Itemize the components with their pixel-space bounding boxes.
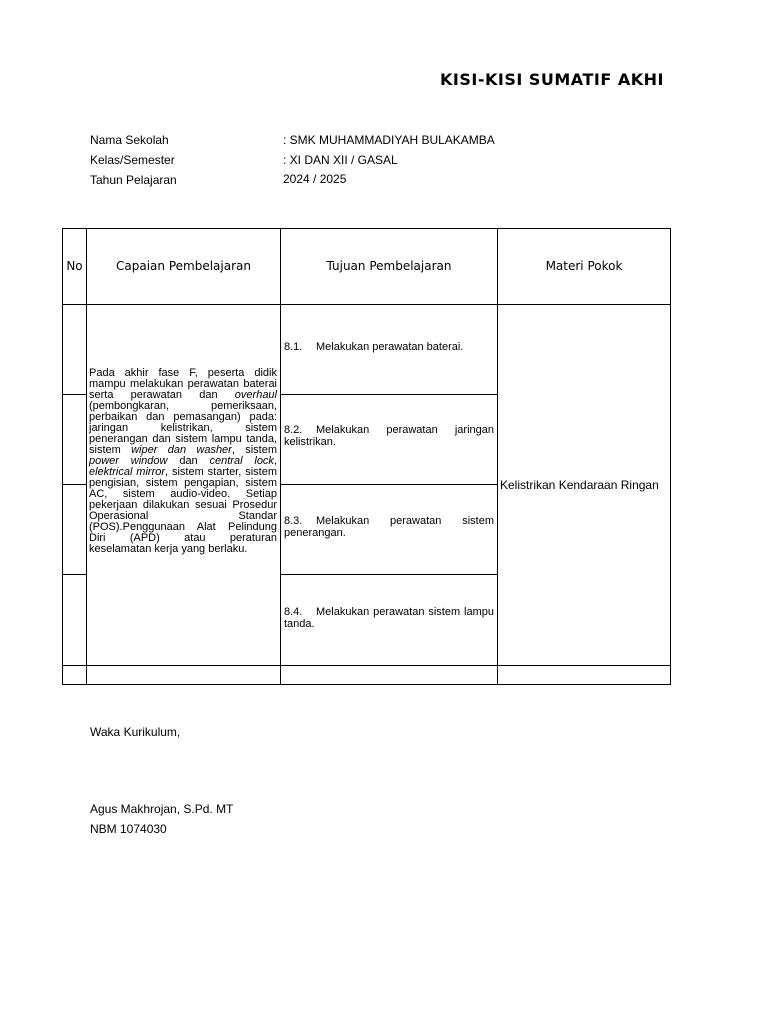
kisi-kisi-table xyxy=(62,228,671,685)
capaian-text-part: dan xyxy=(167,455,210,467)
document-title: KISI-KISI SUMATIF AKHI xyxy=(440,70,664,89)
tujuan-description: Melakukan perawatan jaringan kelistrikan. xyxy=(284,424,494,448)
header-cell-materi xyxy=(497,228,671,305)
tujuan-number: 8.4. xyxy=(284,606,303,618)
info-label-class: Kelas/Semester xyxy=(90,153,175,167)
capaian-text-italic: elektrical mirror xyxy=(89,466,166,478)
info-value-school: : SMK MUHAMMADIYAH BULAKAMBA xyxy=(283,133,495,147)
signature-nbm: NBM 1074030 xyxy=(90,822,167,836)
capaian-text-italic: wiper dan washer xyxy=(131,444,232,456)
capaian-text-part: (pembongkaran, pemeriksaan, perbaikan dan pemasangan) pada: jaringan kelistrikan, sistem penerangan dan sistem lampu tanda, sistem xyxy=(89,400,277,456)
info-label-school: Nama Sekolah xyxy=(90,133,169,147)
signature-name: Agus Makhrojan, S.Pd. MT xyxy=(90,802,234,816)
tujuan-description: Melakukan perawatan sistem penerangan. xyxy=(284,515,494,539)
tujuan-text-2 xyxy=(284,425,494,448)
header-cell-tujuan xyxy=(280,228,498,305)
empty-row-tujuan xyxy=(280,665,498,685)
capaian-text-part: Pada akhir fase F, peserta didik mampu melakukan perawatan baterai serta perawatan dan xyxy=(89,367,277,401)
capaian-text xyxy=(89,368,277,555)
empty-row-capaian xyxy=(86,665,281,685)
no-cell-3 xyxy=(62,484,87,575)
no-cell-2 xyxy=(62,394,87,485)
empty-row-no xyxy=(62,665,87,685)
tujuan-number: 8.1. xyxy=(284,341,303,353)
header-cell-no xyxy=(62,228,87,305)
tujuan-text-3 xyxy=(284,516,494,539)
no-cell-1 xyxy=(62,304,87,395)
tujuan-description: Melakukan perawatan sistem lampu tanda. xyxy=(284,606,494,630)
capaian-text-italic: central lock xyxy=(209,455,274,467)
capaian-text-part: , xyxy=(273,455,277,467)
header-capaian: Capaian Pembelajaran xyxy=(116,259,251,273)
tujuan-text-1 xyxy=(284,342,494,354)
header-cell-capaian xyxy=(86,228,281,305)
info-label-year: Tahun Pelajaran xyxy=(90,173,177,187)
empty-row-materi xyxy=(497,665,671,685)
materi-text: Kelistrikan Kendaraan Ringan xyxy=(500,478,659,492)
header-no: No xyxy=(66,259,83,273)
capaian-text-part: , sistem starter, sistem pengisian, sistem pengapian, sistem AC, sistem audio-video. Setiap pekerjaan dilakukan sesuai Prosedur Operasional Standar (POS).Penggunaan Alat Pelindung Diri (APD) atau peraturan keselamatan kerja yang berlaku. xyxy=(89,466,277,555)
capaian-text-italic: power window xyxy=(89,455,168,467)
tujuan-text-4 xyxy=(284,607,494,630)
info-value-class: : XI DAN XII / GASAL xyxy=(283,153,398,167)
no-cell-4 xyxy=(62,574,87,666)
info-value-year: 2024 / 2025 xyxy=(283,172,347,186)
signature-role: Waka Kurikulum, xyxy=(90,725,181,739)
tujuan-description: Melakukan perawatan baterai. xyxy=(316,341,464,353)
document-title-clip xyxy=(440,70,672,94)
capaian-text-italic: overhaul xyxy=(234,389,277,401)
header-materi: Materi Pokok xyxy=(545,259,623,273)
header-tujuan: Tujuan Pembelajaran xyxy=(326,259,452,273)
capaian-text-part: , sistem xyxy=(231,444,277,456)
tujuan-number: 8.3. xyxy=(284,515,303,527)
tujuan-number: 8.2. xyxy=(284,424,303,436)
